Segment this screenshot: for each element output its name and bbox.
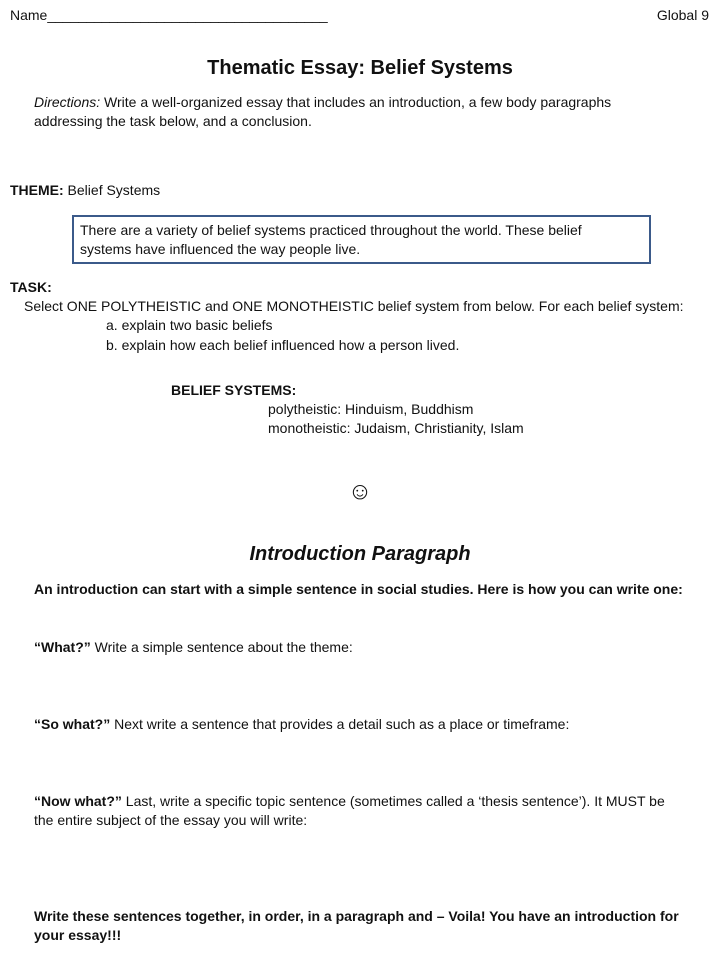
smiley-icon: ☺ bbox=[347, 478, 373, 505]
what-prompt bbox=[34, 638, 353, 657]
closing-line-1: Write these sentences together, in order, in a paragraph and – Voila! You have an introduction for bbox=[34, 908, 679, 924]
what-text: Write a simple sentence about the theme: bbox=[90, 639, 353, 655]
theme-box-line-1: There are a variety of belief systems practiced throughout the world. These belief bbox=[80, 222, 582, 238]
theme-box-line-2: systems have influenced the way people live. bbox=[80, 241, 361, 257]
directions bbox=[34, 93, 611, 131]
nowwhat-prompt bbox=[34, 792, 665, 830]
nowwhat-text-2: the entire subject of the essay you will write: bbox=[34, 812, 308, 828]
what-label: “What?” bbox=[34, 639, 91, 655]
nowwhat-label: “Now what?” bbox=[34, 793, 122, 809]
directions-text-2: addressing the task below, and a conclusion. bbox=[34, 113, 312, 129]
task-instruction: Select ONE POLYTHEISTIC and ONE MONOTHEISTIC belief system from below. For each belief system: bbox=[24, 298, 684, 314]
intro-lead: An introduction can start with a simple sentence in social studies. Here is how you can write one: bbox=[34, 581, 683, 597]
sowhat-text: Next write a sentence that provides a detail such as a place or timeframe: bbox=[110, 716, 570, 732]
belief-systems-label: BELIEF SYSTEMS: bbox=[171, 382, 297, 398]
intro-heading: Introduction Paragraph bbox=[249, 543, 471, 565]
theme-box bbox=[72, 215, 651, 264]
task-label: TASK: bbox=[10, 279, 52, 295]
directions-text-1: Write a well-organized essay that includes an introduction, a few body paragraphs bbox=[100, 94, 612, 110]
name-blank-line[interactable]: ____________________________________ bbox=[47, 7, 328, 23]
theme bbox=[10, 181, 160, 200]
closing-note bbox=[34, 907, 679, 945]
theme-value: Belief Systems bbox=[63, 182, 161, 198]
course-label: Global 9 bbox=[656, 7, 709, 23]
directions-label: Directions: bbox=[34, 94, 101, 110]
closing-line-2: your essay!!! bbox=[34, 927, 122, 943]
name-field[interactable] bbox=[10, 6, 328, 25]
theme-label: THEME: bbox=[10, 182, 64, 198]
polytheistic-list: polytheistic: Hinduism, Buddhism bbox=[268, 401, 474, 417]
name-label: Name bbox=[10, 7, 48, 23]
task-item-b: b. explain how each belief influenced how a person lived. bbox=[106, 337, 460, 353]
nowwhat-text-1: Last, write a specific topic sentence (sometimes called a ‘thesis sentence’). It MUST be bbox=[121, 793, 665, 809]
page-title: Thematic Essay: Belief Systems bbox=[207, 57, 513, 79]
monotheistic-list: monotheistic: Judaism, Christianity, Islam bbox=[268, 420, 524, 436]
task-item-a: a. explain two basic beliefs bbox=[106, 317, 273, 333]
sowhat-prompt bbox=[34, 715, 569, 734]
sowhat-label: “So what?” bbox=[34, 716, 111, 732]
